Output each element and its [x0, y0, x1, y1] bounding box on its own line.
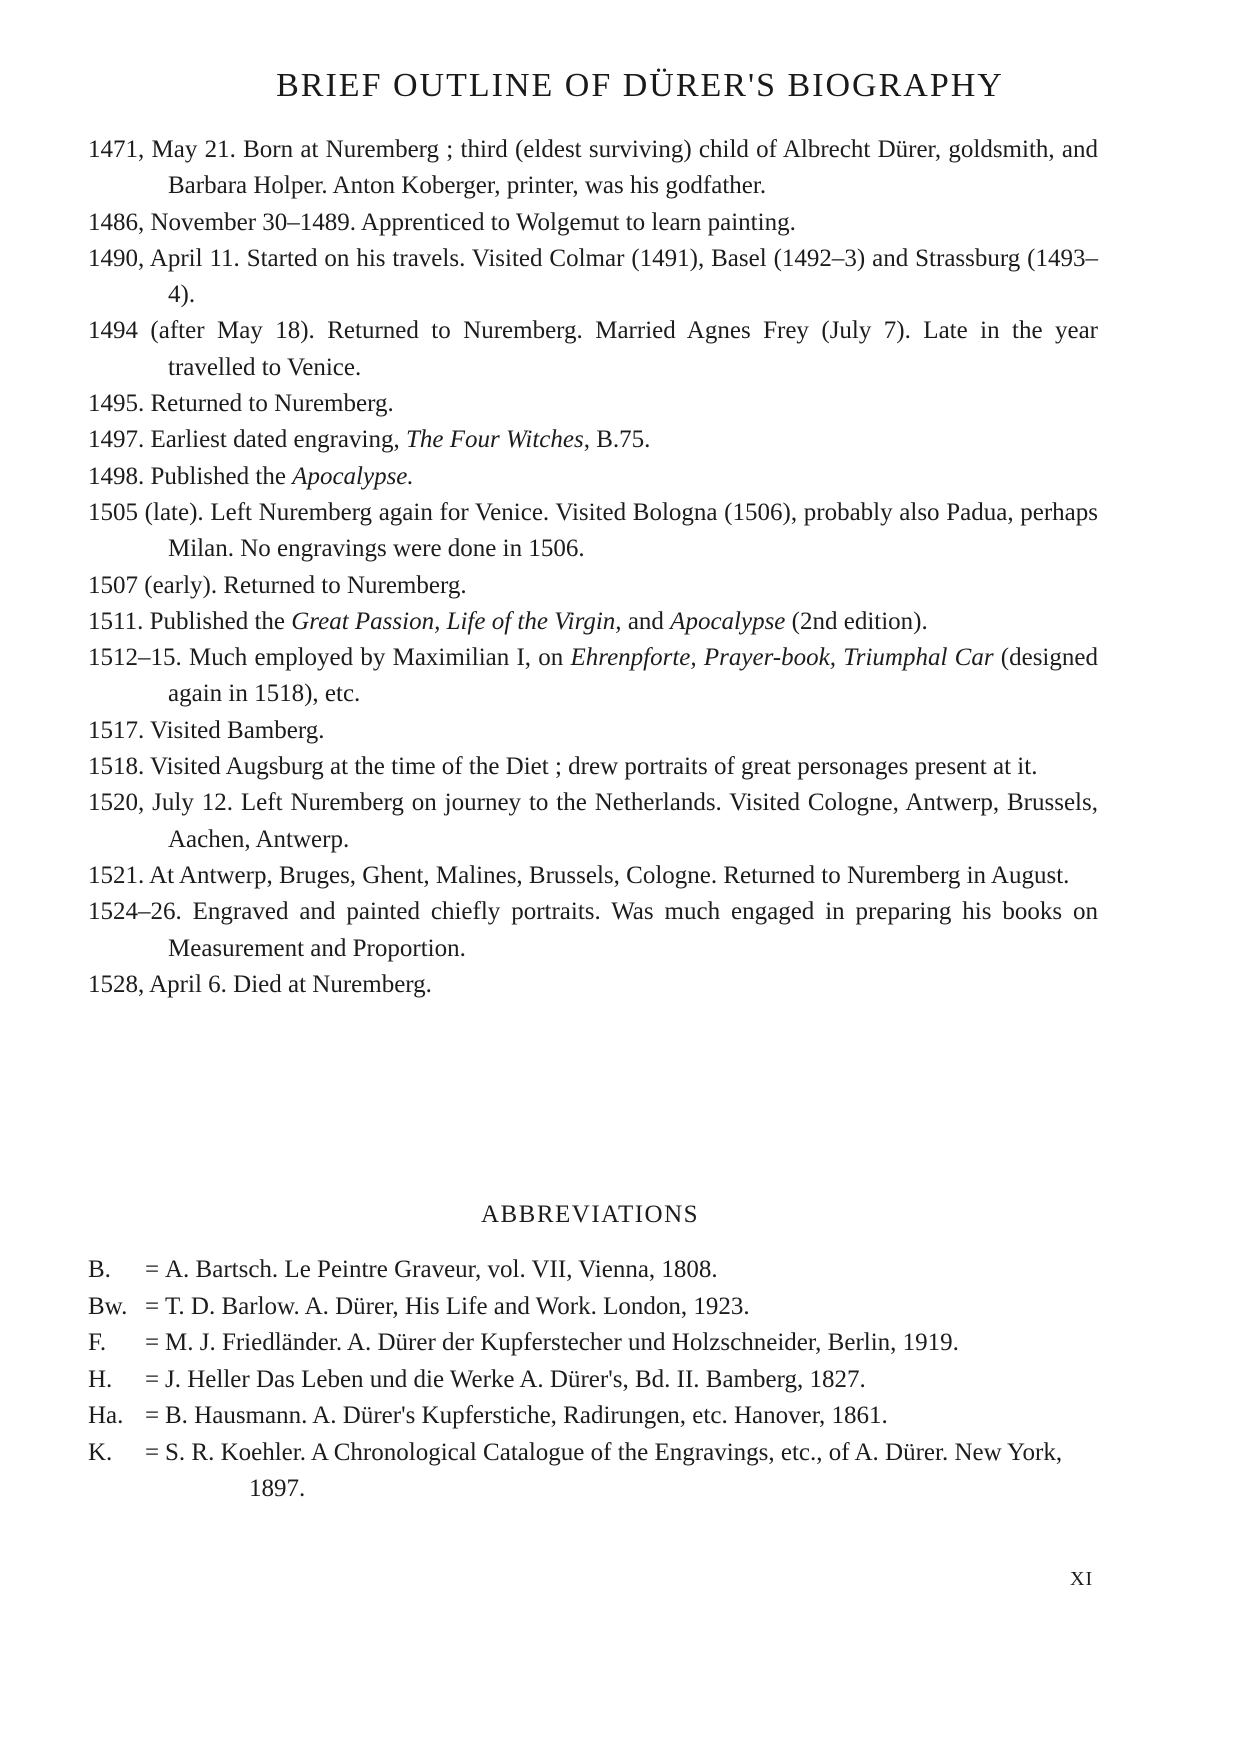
page-title: BRIEF OUTLINE OF DÜRER'S BIOGRAPHY	[276, 67, 1004, 104]
abbreviation-key: K.	[88, 1438, 113, 1466]
abbreviation-key: Ha.	[88, 1402, 124, 1429]
entry-text: Born at Nuremberg ; third (eldest surviving) child of Albrecht Dürer, goldsmith, and Barbara Holper. Anton Koberger, printer, was his godfather.	[168, 136, 1098, 200]
biography-entry	[88, 967, 1098, 1003]
entry-title-italic: Apocalypse.	[292, 462, 414, 490]
abbreviation-key: H.	[88, 1365, 113, 1393]
entry-text: Apprenticed to Wolgemut to learn painting.	[356, 208, 796, 236]
entry-date: 1511.	[88, 607, 144, 635]
biography-entry	[88, 132, 1098, 205]
biography-entry	[88, 604, 1098, 640]
abbreviation-reference: A. Bartsch. Le Peintre Graveur, vol. VII, Vienna, 1808.	[165, 1256, 718, 1283]
abbreviation-row	[88, 1362, 1100, 1399]
abbreviations-list	[88, 1252, 1100, 1508]
entry-date: 1528, April 6.	[88, 970, 227, 998]
entry-date: 1520, July 12.	[88, 789, 233, 817]
biography-entry	[88, 386, 1098, 422]
entry-title-italic: The Four Witches	[405, 426, 584, 454]
entry-date: 1495.	[88, 390, 145, 418]
equals-sign: =	[145, 1256, 160, 1283]
equals-sign: =	[145, 1438, 160, 1466]
entry-title-italic: Great Passion, Life of the Virgin,	[291, 607, 622, 635]
entry-date: 1498.	[88, 462, 145, 490]
entry-text: Started on his travels. Visited Colmar (1491), Basel (1492–3) and Strassburg (1493–4).	[168, 244, 1098, 309]
entry-text: Visited Bamberg.	[144, 716, 325, 744]
entry-text: (designed again in 1518), etc.	[168, 644, 1098, 708]
entry-date: 1486, November 30–1489.	[88, 208, 357, 236]
biography-entry	[88, 640, 1098, 713]
entry-text: Visited Augsburg at the time of the Diet ; drew portraits of great personages present at it.	[144, 753, 1038, 781]
entry-text: (late). Left Nuremberg again for Venice. Visited Bologna (1506), probably also Padua, perhaps Milan. No engravings were done in 1506.	[138, 498, 1098, 563]
abbreviation-row	[88, 1435, 1100, 1508]
biography-list	[88, 132, 1098, 1003]
entry-text: (2nd edition).	[785, 607, 928, 635]
biography-entry	[88, 422, 1098, 458]
page-number: XI	[1070, 1568, 1094, 1590]
entry-text: Left Nuremberg on journey to the Netherlands. Visited Cologne, Antwerp, Brussels, Aachen, Antwerp.	[168, 789, 1098, 853]
entry-text: Engraved and painted chiefly portraits. Was much engaged in preparing his books on Measurement and Proportion.	[168, 898, 1098, 962]
entry-text: Earliest dated engraving,	[144, 426, 406, 454]
abbreviation-key: F.	[88, 1329, 107, 1356]
biography-entry	[88, 858, 1098, 894]
entry-title-italic: Ehrenpforte, Prayer-book, Triumphal Car	[570, 644, 994, 672]
equals-sign: =	[145, 1402, 160, 1429]
biography-entry	[88, 241, 1098, 314]
equals-sign: =	[145, 1365, 160, 1393]
equals-sign: =	[145, 1329, 160, 1356]
entry-date: 1507	[88, 571, 138, 599]
biography-entry	[88, 495, 1098, 568]
entry-text: (early). Returned to Nuremberg.	[138, 571, 467, 599]
abbreviation-reference: J. Heller Das Leben und die Werke A. Dürer's, Bd. II. Bamberg, 1827.	[165, 1365, 866, 1393]
entry-date: 1497.	[88, 426, 145, 454]
entry-date: 1490, April 11.	[88, 244, 240, 272]
biography-entry	[88, 894, 1098, 967]
biography-entry	[88, 713, 1098, 749]
entry-text: Much employed by Maximilian I, on	[181, 644, 571, 672]
entry-text: At Antwerp, Bruges, Ghent, Malines, Brussels, Cologne. Returned to Nuremberg in August.	[144, 861, 1070, 889]
entry-date: 1512–15.	[88, 644, 182, 672]
entry-date: 1518.	[88, 753, 145, 781]
entry-date: 1471, May 21.	[88, 136, 236, 163]
entry-date: 1524–26.	[88, 898, 182, 926]
abbreviation-reference: S. R. Koehler. A Chronological Catalogue of the Engravings, etc., of A. Dürer. New York, 1897.	[165, 1438, 1063, 1502]
entry-text: Published the	[143, 607, 292, 635]
abbreviation-key: B.	[88, 1256, 111, 1283]
equals-sign: =	[145, 1292, 160, 1320]
biography-entry	[88, 205, 1098, 241]
entry-title-italic: Apocalypse	[670, 607, 786, 635]
abbreviation-row	[88, 1325, 1100, 1362]
entry-text: and	[621, 607, 671, 635]
biography-entry	[88, 459, 1098, 495]
abbreviation-row	[88, 1252, 1100, 1289]
entry-date: 1517.	[88, 716, 145, 744]
entry-date: 1494	[88, 317, 138, 345]
biography-entry	[88, 749, 1098, 785]
abbreviations-heading: ABBREVIATIONS	[480, 1201, 700, 1228]
abbreviation-row	[88, 1398, 1100, 1435]
biography-entry	[88, 568, 1098, 604]
biography-entry	[88, 313, 1098, 386]
abbreviation-key: Bw.	[88, 1292, 128, 1320]
entry-text: Published the	[144, 462, 293, 490]
entry-text: Died at Nuremberg.	[226, 970, 432, 998]
entry-text: Returned to Nuremberg.	[144, 390, 394, 418]
entry-text: (after May 18). Returned to Nuremberg. Married Agnes Frey (July 7). Late in the year travelled to Venice.	[138, 317, 1098, 381]
abbreviation-reference: T. D. Barlow. A. Dürer, His Life and Work. London, 1923.	[165, 1292, 750, 1320]
abbreviation-row	[88, 1289, 1100, 1326]
abbreviation-reference: M. J. Friedländer. A. Dürer der Kupferstecher und Holzschneider, Berlin, 1919.	[165, 1329, 959, 1356]
biography-entry	[88, 785, 1098, 858]
entry-text: , B.75.	[583, 426, 651, 454]
abbreviation-reference: B. Hausmann. A. Dürer's Kupferstiche, Radirungen, etc. Hanover, 1861.	[165, 1402, 888, 1429]
entry-date: 1521.	[88, 861, 145, 889]
entry-date: 1505	[88, 498, 138, 526]
